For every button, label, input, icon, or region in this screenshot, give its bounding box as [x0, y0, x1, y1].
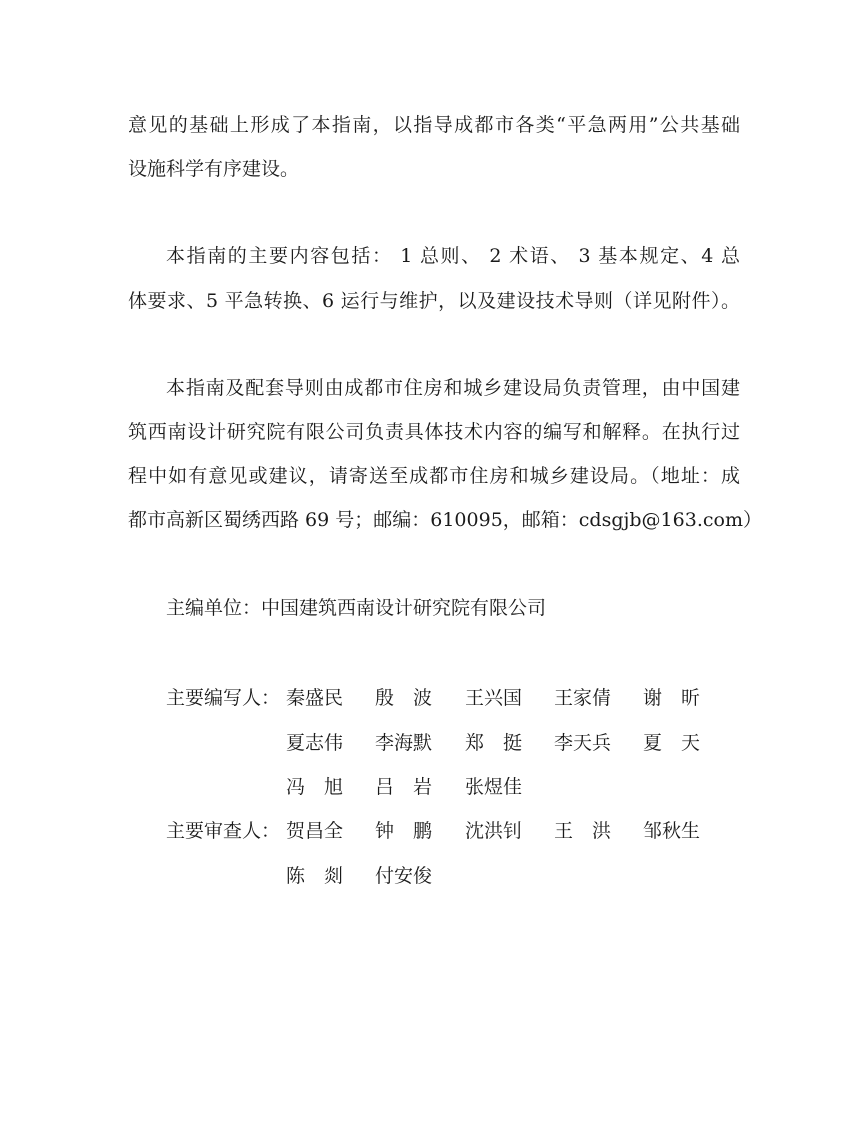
writers-label: 主要编写人： [166, 687, 281, 709]
writer-name: 吕 岩 [375, 776, 433, 798]
writer-name: 李海默 [375, 732, 433, 754]
writer-name: 冯 旭 [286, 776, 344, 798]
reviewers-label: 主要审查人： [166, 820, 281, 842]
writer-name: 王兴国 [465, 687, 523, 709]
intro-line-2: 设施科学有序建设。 [128, 158, 300, 180]
management-line-2: 筑西南设计研究院有限公司负责具体技术内容的编写和解释。在执行过 [128, 421, 740, 443]
management-line-1: 本指南及配套导则由成都市住房和城乡建设局负责管理，由中国建 [166, 377, 740, 399]
writer-name: 李天兵 [554, 732, 612, 754]
management-line-4: 都市高新区蜀绣西路 69 号；邮编：610095，邮箱：cdsgjb@163.com） [128, 509, 762, 531]
reviewer-name: 钟 鹏 [375, 820, 433, 842]
writer-name: 秦盛民 [286, 687, 344, 709]
reviewer-name: 沈洪钊 [465, 820, 523, 842]
reviewer-name: 付安俊 [375, 865, 433, 887]
writer-name: 殷 波 [375, 687, 433, 709]
intro-line-1: 意见的基础上形成了本指南，以指导成都市各类“平急两用”公共基础 [128, 114, 740, 136]
reviewer-name: 邹秋生 [643, 820, 701, 842]
reviewer-name: 贺昌全 [286, 820, 344, 842]
writer-name: 夏 天 [643, 732, 701, 754]
contents-line-2: 体要求、5 平急转换、6 运行与维护，以及建设技术导则（详见附件）。 [128, 290, 740, 312]
chief-unit: 主编单位：中国建筑西南设计研究院有限公司 [166, 597, 547, 619]
writer-name: 夏志伟 [286, 732, 344, 754]
contents-line-1: 本指南的主要内容包括： 1 总则、 2 术语、 3 基本规定、4 总 [166, 245, 740, 267]
writer-name: 王家倩 [554, 687, 612, 709]
writer-name: 谢 昕 [643, 687, 701, 709]
reviewer-name: 陈 剡 [286, 865, 344, 887]
management-line-3: 程中如有意见或建议，请寄送至成都市住房和城乡建设局。（地址：成 [128, 465, 740, 487]
writer-name: 张煜佳 [465, 776, 523, 798]
writer-name: 郑 挺 [465, 732, 523, 754]
reviewer-name: 王 洪 [554, 820, 612, 842]
